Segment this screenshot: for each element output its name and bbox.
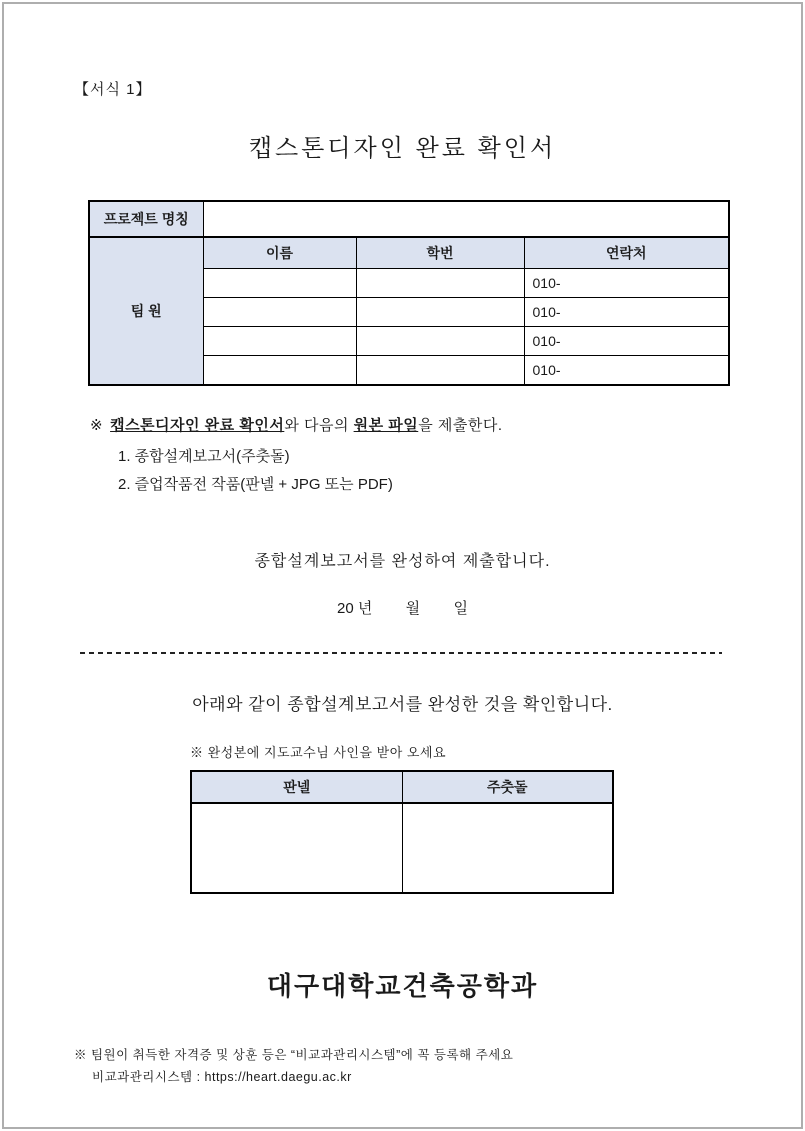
document-title: 캡스톤디자인 완료 확인서 [248, 135, 557, 162]
signature-header-row [191, 771, 613, 803]
submission-note-middle: 와 다음의 [284, 417, 354, 434]
student-id-cell [356, 269, 524, 298]
submission-note-title-2: 원본 파일 [353, 417, 419, 434]
column-header-panel: 판넬 [191, 771, 402, 803]
table-header-row [89, 237, 729, 269]
column-header-report: 주춧돌 [402, 771, 613, 803]
submission-note [90, 414, 503, 435]
project-name-row [89, 201, 729, 237]
project-name-label: 프로젝트 명칭 [89, 201, 203, 237]
name-cell [203, 356, 356, 386]
form-number-label: 【서식 1】 [74, 81, 152, 98]
student-id-cell [356, 356, 524, 386]
contact-cell: 010- [524, 356, 729, 386]
footnote-line-1: ※ 팀원이 취득한 자격증 및 상훈 등은 “비교과관리시스템”에 꼭 등록해 주세요 [74, 1048, 514, 1062]
submission-item-1: 1. 종합설계보고서(주춧돌) [118, 448, 290, 465]
name-cell [203, 269, 356, 298]
dashed-separator [80, 652, 722, 654]
submission-note-suffix: 을 제출한다. [418, 417, 503, 434]
signature-body-row [191, 803, 613, 893]
confirmation-statement: 아래와 같이 종합설계보고서를 완성한 것을 확인합니다. [192, 695, 613, 714]
student-id-cell [356, 327, 524, 356]
panel-sign-cell [191, 803, 402, 893]
contact-cell: 010- [524, 327, 729, 356]
signature-note: ※ 완성본에 지도교수님 사인을 받아 오세요 [190, 745, 447, 760]
team-info-table [88, 200, 730, 386]
submission-item-2: 2. 즐업작품전 작품(판넬 + JPG 또는 PDF) [118, 476, 393, 493]
team-label: 팀 원 [89, 237, 203, 385]
project-name-value [203, 201, 729, 237]
contact-cell: 010- [524, 298, 729, 327]
report-sign-cell [402, 803, 613, 893]
submission-note-title-1: 캡스톤디자인 완료 확인서 [110, 417, 285, 434]
name-cell [203, 298, 356, 327]
date-line: 20 년 월 일 [336, 600, 468, 617]
column-header-contact: 연락처 [524, 237, 729, 269]
department-title: 대구대학교건축공학과 [266, 972, 539, 1001]
footnote-line-2: 비교과관리시스템 : https://heart.daegu.ac.kr [92, 1070, 352, 1084]
contact-cell: 010- [524, 269, 729, 298]
signature-table [190, 770, 614, 894]
reference-mark: ※ [90, 417, 104, 434]
student-id-cell [356, 298, 524, 327]
column-header-name: 이름 [203, 237, 356, 269]
submission-statement: 종합설계보고서를 완성하여 제출합니다. [254, 553, 551, 570]
name-cell [203, 327, 356, 356]
column-header-student-id: 학번 [356, 237, 524, 269]
